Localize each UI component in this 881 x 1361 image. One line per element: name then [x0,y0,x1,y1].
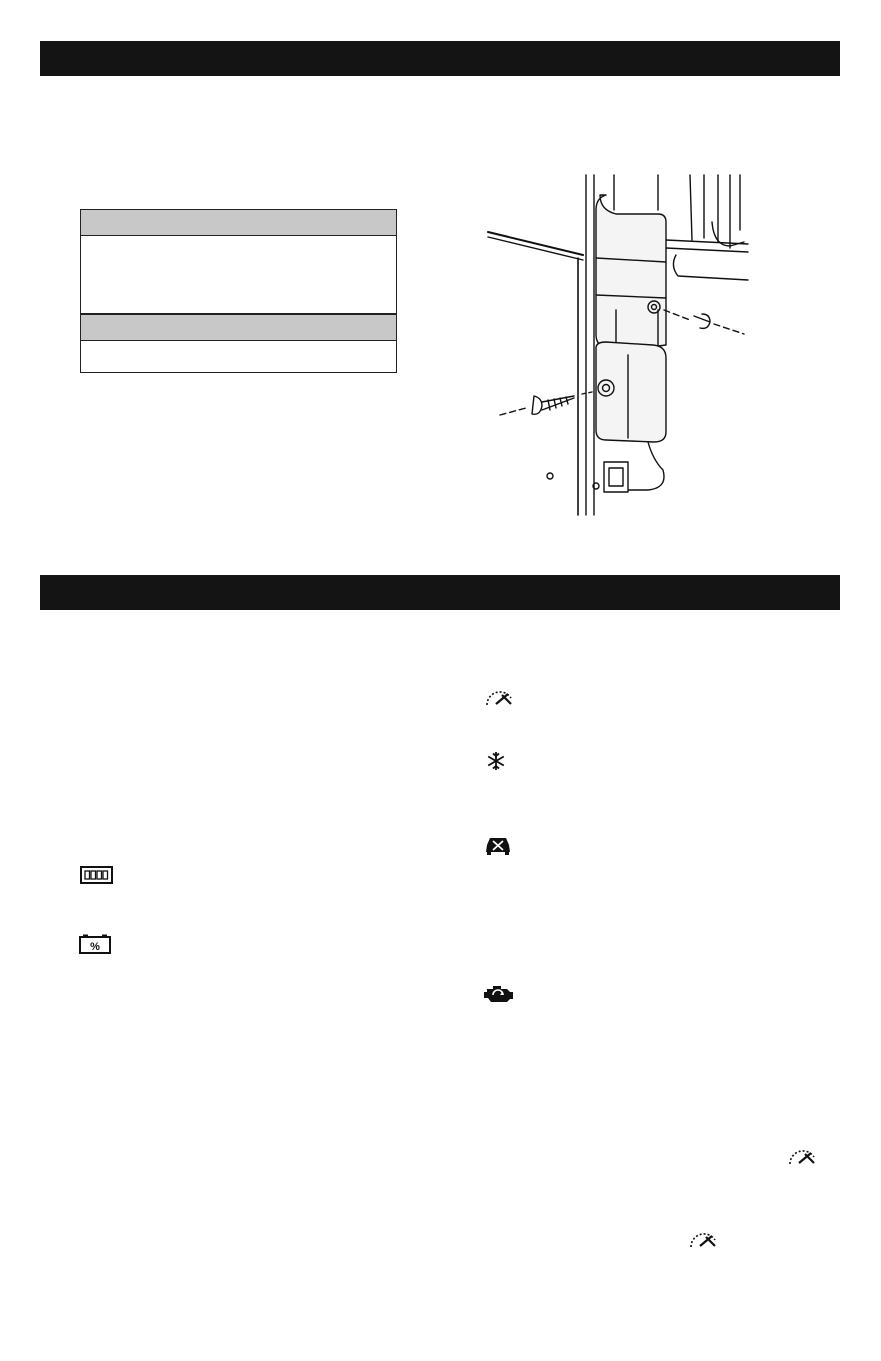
gauge-icon [688,1231,718,1249]
screw-guide-right [664,310,690,320]
table-row-header-1 [81,210,396,236]
side-rail-lower [673,255,748,280]
left-screw-shaft [542,396,574,410]
side-rail [666,240,748,252]
svg-text:%: % [90,941,100,953]
battery-percent-icon [79,934,111,954]
left-screw-head [532,396,542,414]
screw-guide-left-2 [582,392,592,394]
installation-illustration [478,170,758,520]
digital-display-icon [80,866,113,884]
gauge-icon [787,1148,817,1166]
table-row-body-1 [81,237,396,313]
plug [604,462,628,492]
screw-guide-right-2 [714,324,744,334]
right-screw [694,314,710,328]
wall-edge-line-inner [488,237,583,260]
upper-bracket [596,195,666,350]
table-row-body-2 [81,342,396,372]
screw-guide-left [500,408,526,415]
gauge-icon [484,689,514,707]
snowflake-icon [486,751,506,771]
section-header-bar-1 [40,41,840,76]
wall-hole [547,473,553,479]
cable [628,442,664,490]
section-header-bar-2 [40,575,840,610]
engine-check-icon [483,983,515,1003]
wall-edge-line [488,232,583,255]
upper-pole [614,175,658,210]
table-row-header-2 [81,315,396,341]
car-repair-icon [484,835,512,855]
info-table [80,209,397,373]
